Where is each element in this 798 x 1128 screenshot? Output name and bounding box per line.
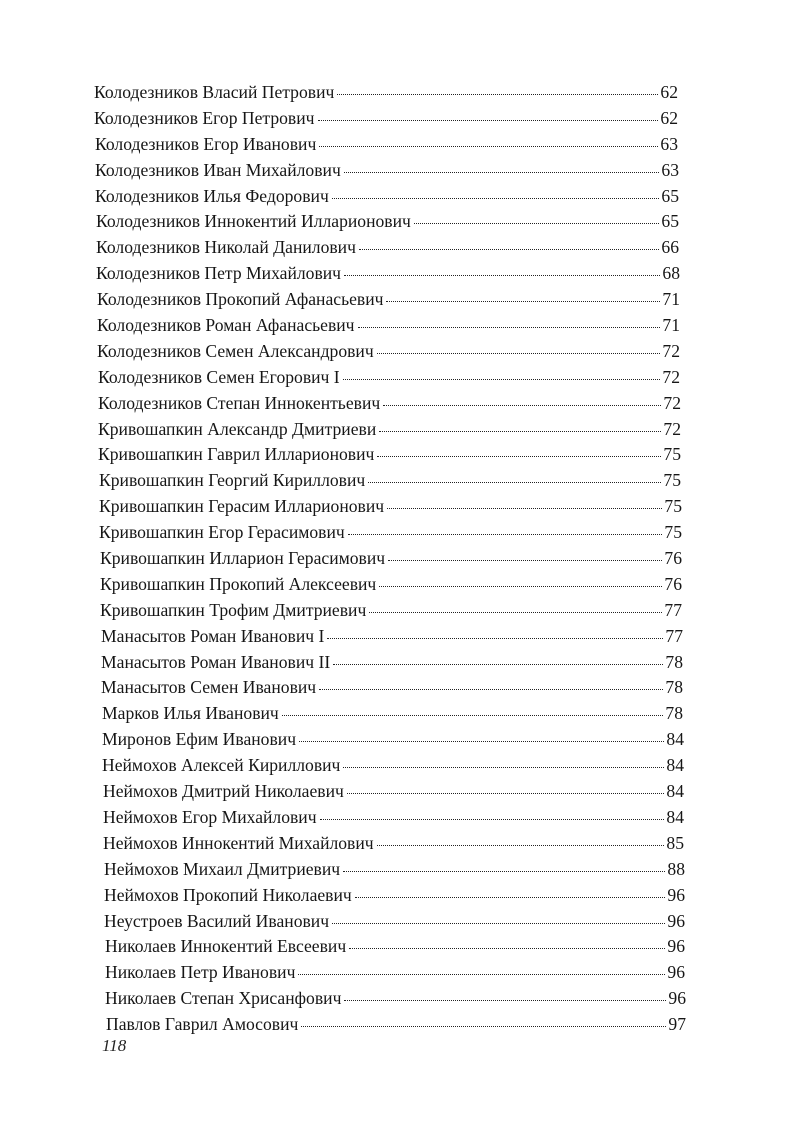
toc-entry — [0, 598, 798, 624]
toc-entry — [0, 132, 798, 158]
toc-entry-name: Неймохов Иннокентий Михайлович — [103, 832, 374, 853]
toc-entry-page: 78 — [665, 703, 683, 724]
toc-entry — [0, 442, 798, 468]
toc-entry-page: 62 — [660, 82, 678, 102]
toc-entry-name: Колодезников Власий Петрович — [94, 82, 335, 102]
toc-entry-page: 96 — [667, 910, 685, 931]
toc-entry — [0, 313, 798, 339]
dot-leader — [343, 765, 664, 768]
dot-leader — [355, 895, 666, 898]
toc-entry-name: Колодезников Семен Александрович — [97, 340, 374, 361]
dot-leader — [359, 247, 659, 250]
toc-entry-name: Колодезников Семен Егорович I — [98, 366, 340, 387]
dot-leader — [343, 869, 665, 872]
toc-entry-name: Николаев Степан Хрисанфович — [105, 988, 342, 1009]
toc-entry-name: Колодезников Николай Данилович — [96, 237, 356, 258]
toc-entry — [0, 572, 798, 598]
toc-entry-page: 76 — [664, 548, 682, 569]
toc-entry — [0, 184, 798, 210]
toc-entry-name: Павлов Гаврил Амосович — [106, 1014, 299, 1035]
toc-entry — [0, 934, 798, 960]
dot-leader — [369, 610, 662, 613]
toc-entry — [0, 235, 798, 261]
toc-entry-page: 72 — [662, 366, 680, 387]
toc-entry — [0, 546, 798, 572]
dot-leader — [377, 351, 661, 354]
toc-entry — [0, 753, 798, 779]
toc-entry-page: 84 — [666, 781, 684, 802]
toc-entry-name: Неймохов Егор Михайлович — [103, 806, 317, 827]
toc-entry-page: 78 — [665, 651, 683, 672]
toc-entry — [0, 287, 798, 313]
dot-leader — [344, 170, 660, 173]
dot-leader — [299, 739, 664, 742]
toc-entry-page: 72 — [662, 340, 680, 361]
dot-leader — [332, 196, 660, 199]
toc-entry-page: 72 — [663, 418, 681, 439]
toc-entry-page: 71 — [662, 289, 680, 310]
dot-leader — [319, 144, 658, 147]
toc-entry-name: Кривошапкин Илларион Герасимович — [100, 548, 386, 569]
toc-entry-name: Кривошапкин Александр Дмитриеви — [98, 418, 377, 439]
toc-entry-name: Неймохов Алексей Кириллович — [102, 755, 341, 776]
toc-entry — [0, 209, 798, 235]
toc-entry — [0, 701, 798, 727]
toc-entry — [0, 960, 798, 986]
toc-entry-page: 62 — [660, 107, 678, 128]
toc-entry-page: 77 — [665, 625, 683, 646]
toc-entry-page: 75 — [663, 470, 681, 491]
toc-entry-name: Колодезников Степан Иннокентьевич — [98, 392, 381, 413]
toc-entry — [0, 339, 798, 365]
toc-entry-name: Кривошапкин Прокопий Алексеевич — [100, 573, 377, 594]
toc-entry — [0, 494, 798, 520]
dot-leader — [388, 558, 662, 561]
toc-entry-page: 78 — [665, 677, 683, 698]
toc-entry-page: 66 — [661, 237, 679, 258]
toc-entry-name: Николаев Иннокентий Евсеевич — [105, 936, 347, 957]
toc-entry-name: Николаев Петр Иванович — [105, 962, 296, 983]
toc-entry — [0, 80, 798, 106]
dot-leader — [301, 1024, 666, 1027]
toc-entry-name: Манасытов Роман Иванович II — [101, 651, 331, 672]
toc-entry-page: 84 — [666, 729, 684, 750]
dot-leader — [298, 972, 665, 975]
toc-entry — [0, 779, 798, 805]
toc-entry-page: 75 — [664, 522, 682, 543]
toc-entry-name: Неймохов Михаил Дмитриевич — [104, 858, 341, 879]
toc-entry-page: 65 — [661, 211, 679, 232]
toc-entry-name: Кривошапкин Герасим Илларионович — [99, 496, 385, 517]
dot-leader — [377, 454, 661, 457]
toc-entry-page: 97 — [668, 1014, 686, 1035]
toc-entry — [0, 391, 798, 417]
toc-entry-page: 96 — [667, 962, 685, 983]
toc-entry-page: 68 — [662, 263, 680, 284]
toc-entry-name: Колодезников Егор Петрович — [94, 107, 315, 128]
toc-entry-name: Колодезников Иван Михайлович — [95, 159, 341, 180]
toc-entry-page: 75 — [664, 496, 682, 517]
dot-leader — [318, 118, 659, 121]
dot-leader — [383, 403, 661, 406]
dot-leader — [319, 687, 663, 690]
toc-entry-name: Колодезников Илья Федорович — [95, 185, 329, 206]
dot-leader — [387, 506, 662, 509]
toc-entry-name: Кривошапкин Гаврил Илларионович — [98, 444, 375, 465]
dot-leader — [347, 791, 665, 794]
toc-entry-page: 84 — [666, 806, 684, 827]
dot-leader — [332, 921, 665, 924]
dot-leader — [358, 325, 661, 328]
toc-entry-page: 96 — [668, 988, 686, 1009]
toc-entry-name: Кривошапкин Егор Герасимович — [99, 522, 345, 543]
page-number: 118 — [102, 1036, 127, 1055]
dot-leader — [379, 429, 661, 432]
toc-entry — [0, 909, 798, 935]
dot-leader — [282, 713, 664, 716]
toc-entry — [0, 805, 798, 831]
toc-entry-page: 71 — [662, 315, 680, 336]
toc-entry — [0, 883, 798, 909]
toc-entry — [0, 261, 798, 287]
toc-entry — [0, 1012, 798, 1038]
toc-entry-name: Неймохов Дмитрий Николаевич — [103, 781, 344, 802]
toc-entry-page: 63 — [660, 133, 678, 154]
toc-entry-page: 76 — [664, 573, 682, 594]
toc-entry — [0, 986, 798, 1012]
dot-leader — [379, 584, 662, 587]
toc-entry — [0, 106, 798, 132]
toc-entry — [0, 675, 798, 701]
dot-leader — [344, 273, 660, 276]
toc-entry-name: Колодезников Роман Афанасьевич — [97, 315, 355, 336]
toc-entry-page: 63 — [661, 159, 679, 180]
dot-leader — [349, 946, 665, 949]
toc-entry — [0, 624, 798, 650]
toc-entry-name: Колодезников Иннокентий Илларионович — [96, 211, 411, 232]
toc-entry-name: Марков Илья Иванович — [102, 703, 279, 724]
toc-entry-name: Манасытов Роман Иванович I — [101, 625, 325, 646]
toc-entry — [0, 727, 798, 753]
toc-entry-page: 96 — [667, 936, 685, 957]
toc-entry — [0, 857, 798, 883]
toc-entry — [0, 650, 798, 676]
toc-entry-name: Колодезников Прокопий Афанасьевич — [97, 289, 384, 310]
toc-entry-page: 88 — [667, 858, 685, 879]
dot-leader — [333, 662, 663, 665]
toc-entry-name: Миронов Ефим Иванович — [102, 729, 297, 750]
toc-entry — [0, 831, 798, 857]
table-of-contents — [0, 80, 798, 1038]
toc-entry-name: Кривошапкин Георгий Кириллович — [99, 470, 366, 491]
dot-leader — [368, 480, 661, 483]
toc-entry-page: 77 — [664, 599, 682, 620]
toc-entry — [0, 468, 798, 494]
toc-entry-name: Неустроев Василий Иванович — [104, 910, 330, 931]
toc-entry — [0, 158, 798, 184]
dot-leader — [348, 532, 663, 535]
dot-leader — [414, 221, 660, 224]
dot-leader — [386, 299, 660, 302]
dot-leader — [337, 92, 658, 95]
dot-leader — [320, 817, 665, 820]
toc-entry-name: Манасытов Семен Иванович — [101, 677, 317, 698]
toc-entry-page: 65 — [661, 185, 679, 206]
toc-entry-page: 85 — [666, 832, 684, 853]
toc-entry-name: Колодезников Егор Иванович — [95, 133, 317, 154]
toc-entry-page: 72 — [663, 392, 681, 413]
toc-entry-page: 75 — [663, 444, 681, 465]
dot-leader — [344, 998, 666, 1001]
toc-entry — [0, 365, 798, 391]
toc-entry-page: 96 — [667, 884, 685, 905]
toc-entry-name: Колодезников Петр Михайлович — [96, 263, 342, 284]
toc-entry-name: Неймохов Прокопий Николаевич — [104, 884, 352, 905]
dot-leader — [377, 843, 665, 846]
toc-entry — [0, 417, 798, 443]
toc-entry-page: 84 — [666, 755, 684, 776]
dot-leader — [343, 377, 661, 380]
toc-entry-name: Кривошапкин Трофим Дмитриевич — [100, 599, 367, 620]
dot-leader — [327, 636, 663, 639]
toc-entry — [0, 520, 798, 546]
